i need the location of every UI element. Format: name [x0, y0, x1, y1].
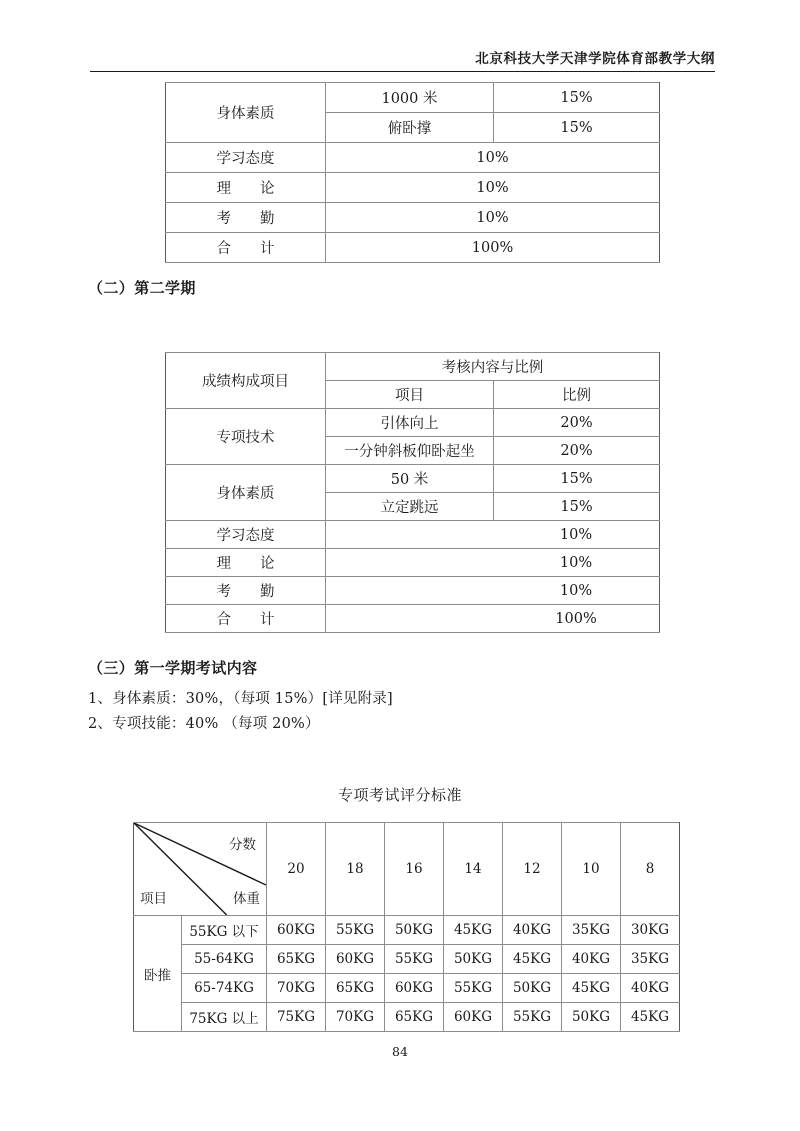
cell-category: 身体素质 [166, 83, 326, 143]
table-row [134, 974, 680, 1003]
table-row [166, 83, 660, 113]
cell-standard: 60KG [385, 974, 444, 1003]
table-row [166, 605, 660, 633]
cell-ratio-wrap [326, 521, 660, 549]
scoring-table-caption: 专项考试评分标准 [337, 786, 462, 804]
cell-category: 考 勤 [166, 203, 326, 233]
cell-ratio: 20% [494, 409, 660, 437]
header-cell-group: 考核内容与比例 [326, 353, 660, 381]
cell-standard: 60KG [267, 916, 326, 945]
cell-ratio: 10% [326, 143, 660, 173]
cell-item: 1000 米 [326, 83, 494, 113]
cell-ratio: 15% [494, 113, 660, 143]
cell-weight-class: 65-74KG [182, 974, 267, 1003]
header-cell-score: 20 [267, 823, 326, 916]
cell-standard: 65KG [385, 1003, 444, 1032]
header-title: 北京科技大学天津学院体育部教学大纲 [475, 51, 715, 67]
table-row [134, 916, 680, 945]
cell-standard: 50KG [444, 945, 503, 974]
cell-item: 50 米 [326, 465, 494, 493]
header-cell-score: 16 [385, 823, 444, 916]
table-header-row [134, 823, 680, 916]
cell-item: 一分钟斜板仰卧起坐 [326, 437, 494, 465]
cell-ratio: 10% [559, 526, 593, 543]
cell-weight-class: 55KG 以下 [182, 916, 267, 945]
header-cell-score: 8 [621, 823, 680, 916]
page-header [90, 50, 715, 72]
table-row [166, 577, 660, 605]
cell-standard: 55KG [385, 945, 444, 974]
cell-category: 理 论 [166, 549, 326, 577]
cell-standard: 60KG [444, 1003, 503, 1032]
cell-standard: 65KG [267, 945, 326, 974]
diagonal-label-score: 分数 [229, 837, 256, 853]
cell-standard: 55KG [444, 974, 503, 1003]
section-heading-three: （三）第一学期考试内容 [88, 659, 258, 677]
header-cell-ratio: 比例 [494, 381, 660, 409]
cell-ratio: 15% [494, 465, 660, 493]
cell-ratio: 15% [494, 83, 660, 113]
grading-table-semester-one [165, 82, 660, 263]
table-row [134, 945, 680, 974]
header-cell-score: 10 [562, 823, 621, 916]
header-cell-score: 14 [444, 823, 503, 916]
table-row [166, 465, 660, 493]
diagonal-label-weight: 体重 [233, 890, 260, 907]
cell-ratio-wrap [326, 605, 660, 633]
table-row [166, 521, 660, 549]
cell-category: 学习态度 [166, 521, 326, 549]
table-header-row [166, 353, 660, 381]
cell-standard: 50KG [385, 916, 444, 945]
cell-standard: 45KG [503, 945, 562, 974]
cell-category: 身体素质 [166, 465, 326, 521]
cell-standard: 35KG [562, 916, 621, 945]
cell-category: 专项技术 [166, 409, 326, 465]
cell-standard: 75KG [267, 1003, 326, 1032]
grading-table-semester-two [165, 352, 660, 633]
cell-standard: 40KG [621, 974, 680, 1003]
header-cell-score: 18 [326, 823, 385, 916]
header-rule [90, 71, 715, 72]
table-row [166, 233, 660, 263]
cell-standard: 45KG [562, 974, 621, 1003]
cell-standard: 45KG [621, 1003, 680, 1032]
cell-ratio-wrap [326, 549, 660, 577]
cell-category: 学习态度 [166, 143, 326, 173]
cell-standard: 35KG [621, 945, 680, 974]
cell-standard: 70KG [326, 1003, 385, 1032]
exam-content-line-1: 1、身体素质：30%，（每项 15%）[详见附录] [88, 691, 393, 707]
cell-standard: 45KG [444, 916, 503, 945]
cell-standard: 55KG [326, 916, 385, 945]
cell-weight-class: 75KG 以上 [182, 1003, 267, 1032]
cell-category: 合 计 [166, 605, 326, 633]
scoring-standard-table [133, 822, 680, 1032]
table-row [166, 143, 660, 173]
cell-category: 合 计 [166, 233, 326, 263]
table-row [166, 409, 660, 437]
cell-standard: 65KG [326, 974, 385, 1003]
cell-weight-class: 55-64KG [182, 945, 267, 974]
table-row [166, 173, 660, 203]
cell-standard: 40KG [562, 945, 621, 974]
cell-ratio-wrap [326, 577, 660, 605]
cell-standard: 40KG [503, 916, 562, 945]
table-row [166, 203, 660, 233]
table-row [166, 549, 660, 577]
diagonal-header-cell [134, 823, 267, 916]
cell-ratio: 10% [326, 173, 660, 203]
exam-content-line-2: 2、专项技能：40% （每项 20%） [88, 716, 320, 732]
cell-exercise-label: 卧推 [134, 916, 182, 1032]
cell-standard: 60KG [326, 945, 385, 974]
table-row [134, 1003, 680, 1032]
cell-item: 引体向上 [326, 409, 494, 437]
diagonal-label-item: 项目 [140, 890, 167, 907]
cell-category: 考 勤 [166, 577, 326, 605]
cell-ratio: 10% [559, 582, 593, 599]
header-cell-score: 12 [503, 823, 562, 916]
cell-standard: 70KG [267, 974, 326, 1003]
cell-item: 俯卧撑 [326, 113, 494, 143]
cell-item: 立定跳远 [326, 493, 494, 521]
cell-ratio: 10% [559, 554, 593, 571]
cell-ratio: 100% [326, 233, 660, 263]
header-cell-item: 项目 [326, 381, 494, 409]
page-number: 84 [392, 1044, 408, 1059]
cell-standard: 50KG [503, 974, 562, 1003]
cell-ratio: 20% [494, 437, 660, 465]
cell-standard: 30KG [621, 916, 680, 945]
cell-category: 理 论 [166, 173, 326, 203]
section-heading-two: （二）第二学期 [88, 279, 196, 297]
header-cell-category: 成绩构成项目 [166, 353, 326, 409]
cell-ratio: 100% [555, 610, 597, 627]
cell-ratio: 10% [326, 203, 660, 233]
cell-standard: 50KG [562, 1003, 621, 1032]
cell-standard: 55KG [503, 1003, 562, 1032]
cell-ratio: 15% [494, 493, 660, 521]
